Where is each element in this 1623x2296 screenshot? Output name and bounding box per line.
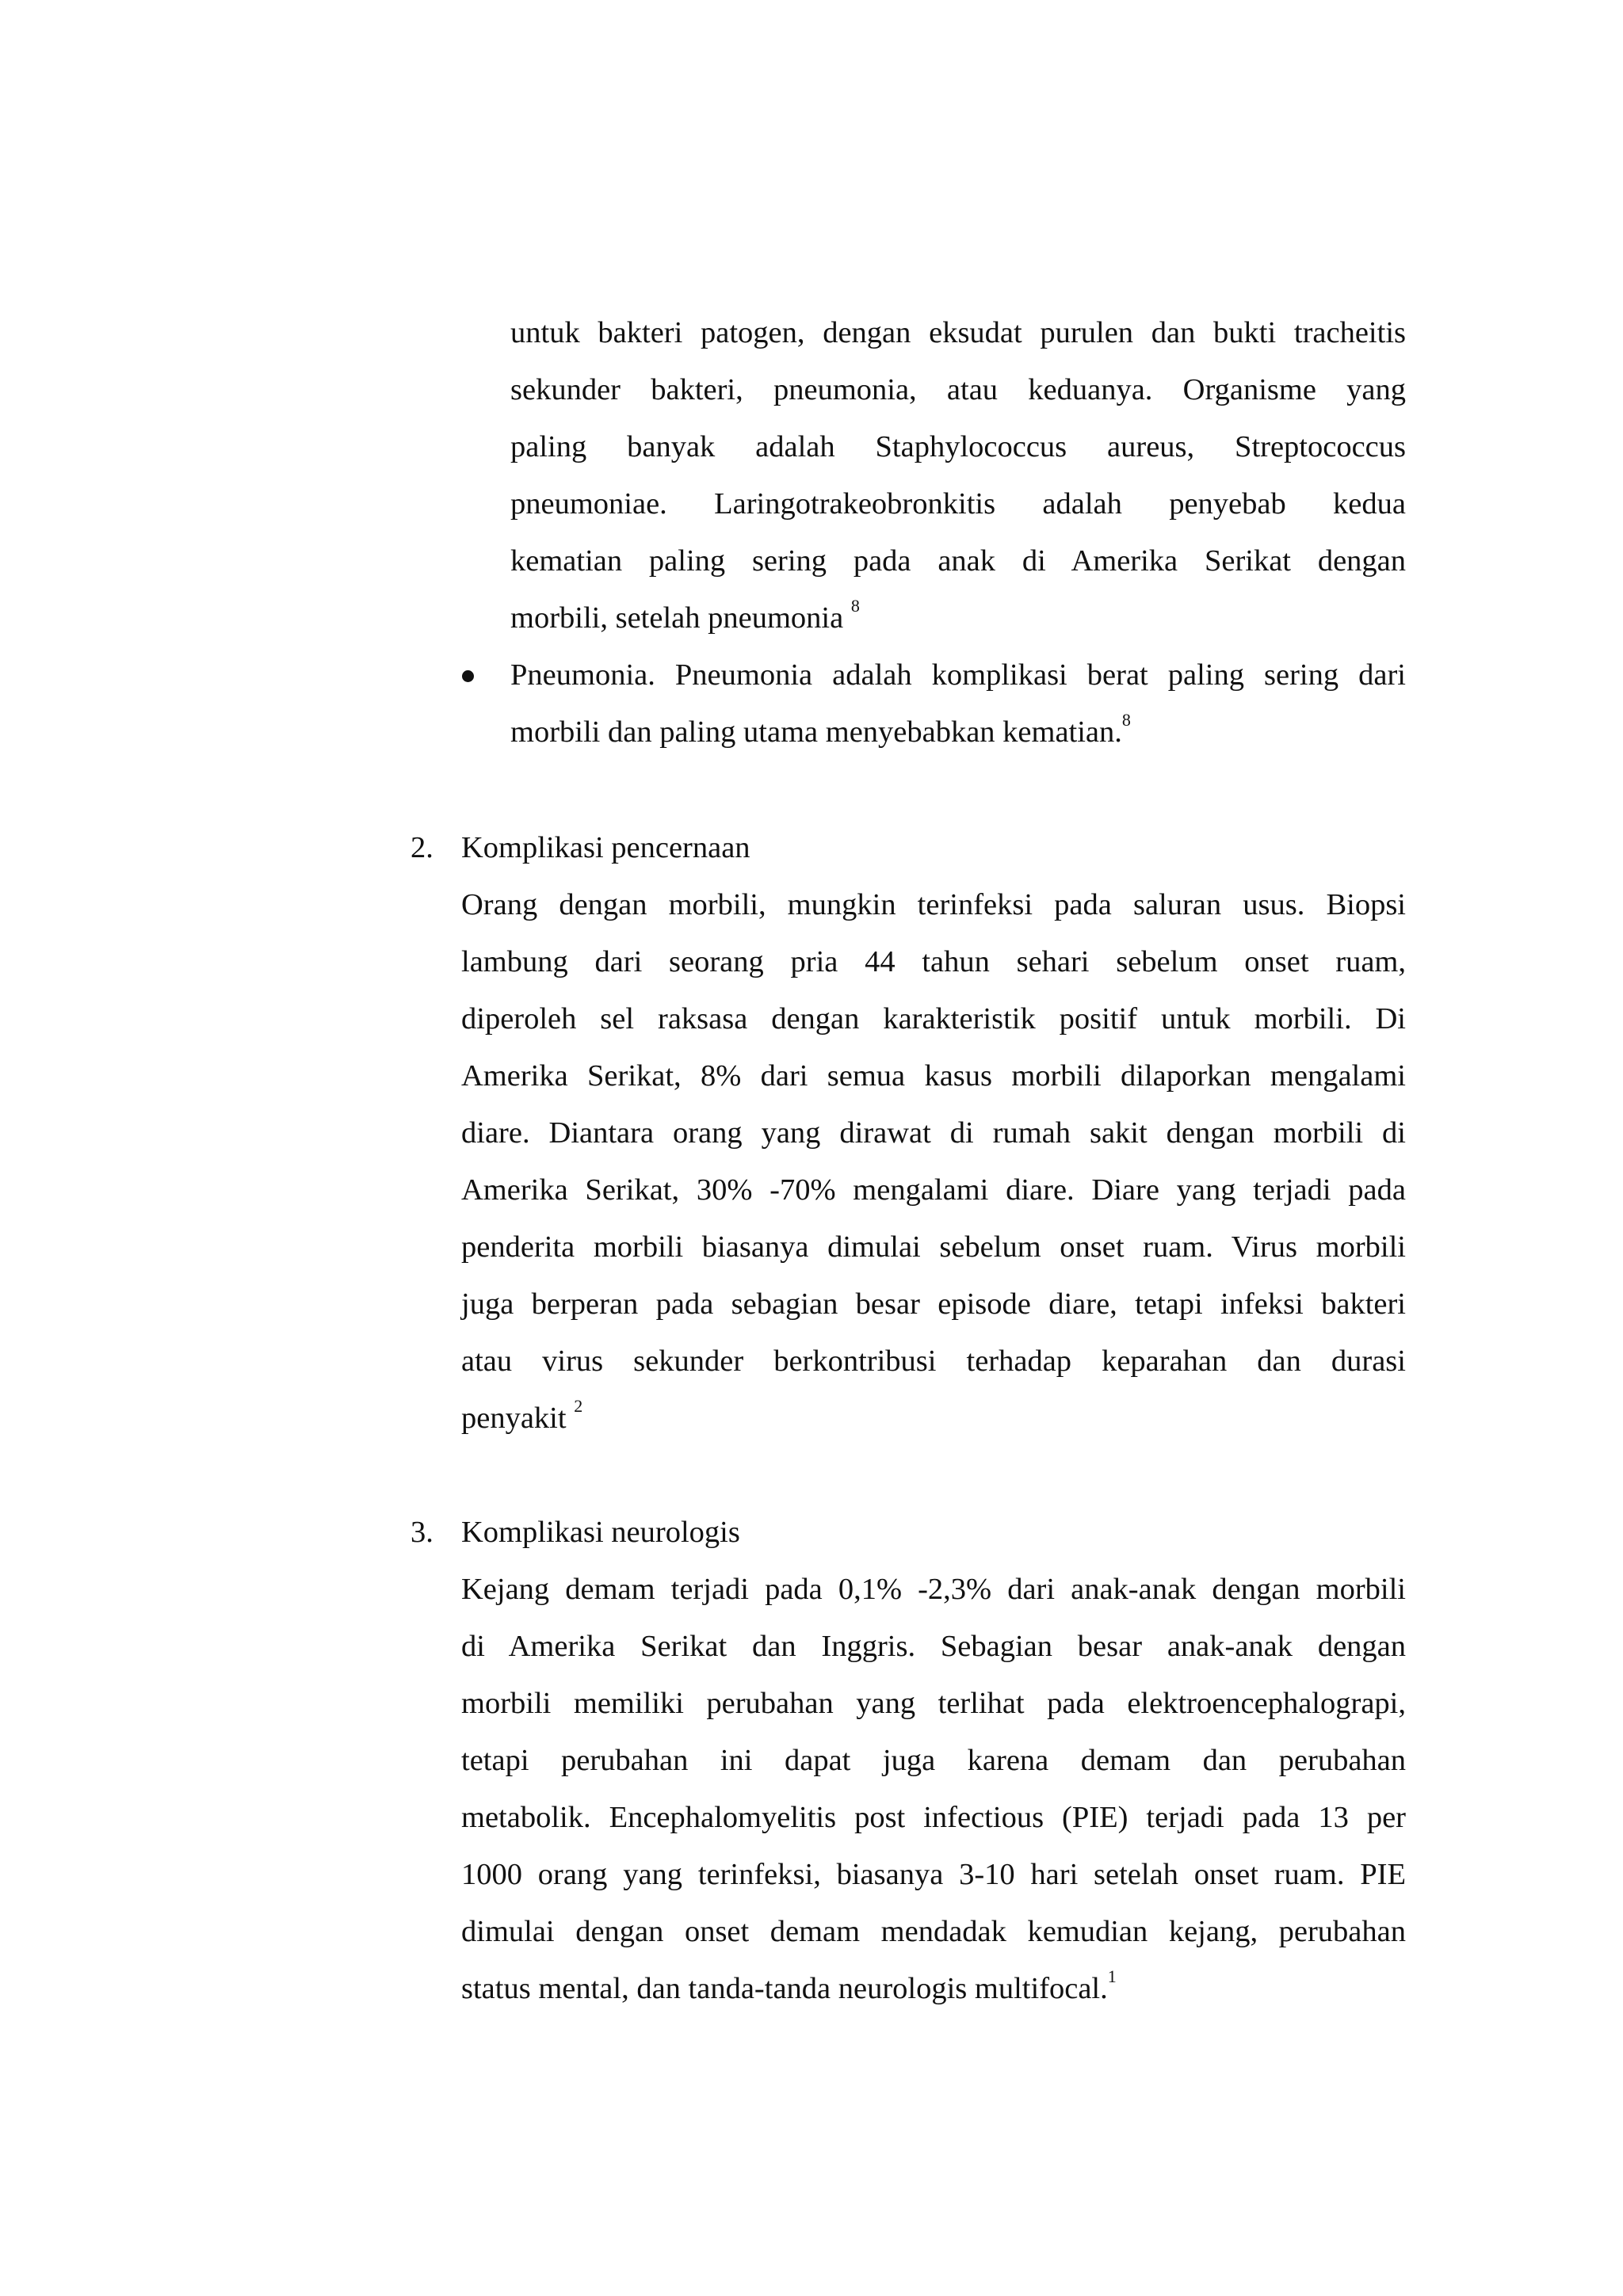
text-line-last: [461, 1390, 1406, 1447]
text-line: sekunder bakteri, pneumonia, atau keduanya. Organisme yang: [510, 373, 1406, 406]
reference-superscript: 2: [574, 1396, 583, 1417]
text-line: Amerika Serikat, 8% dari semua kasus morbili dilaporkan mengalami: [461, 1059, 1406, 1093]
text-span: penyakit: [461, 1402, 567, 1435]
text-line: lambung dari seorang pria 44 tahun sehari sebelum onset ruam,: [461, 945, 1406, 978]
text-span: morbili dan paling utama menyebabkan kematian.: [510, 715, 1122, 749]
bullet-dot-icon: [462, 670, 474, 682]
reference-superscript: 1: [1107, 1966, 1117, 1987]
section-heading: Komplikasi pencernaan: [461, 831, 750, 864]
section-number: 3.: [411, 1516, 433, 1549]
text-line: Amerika Serikat, 30% -70% mengalami diare. Diare yang terjadi pada: [461, 1173, 1406, 1207]
text-line: morbili memiliki perubahan yang terlihat pada elektroencephalograpi,: [461, 1687, 1406, 1720]
text-line-last: [510, 704, 1406, 761]
text-line: untuk bakteri patogen, dengan eksudat purulen dan bukti tracheitis: [510, 316, 1406, 349]
text-line: atau virus sekunder berkontribusi terhadap keparahan dan durasi: [461, 1344, 1406, 1378]
text-line: kematian paling sering pada anak di Amerika Serikat dengan: [510, 544, 1406, 578]
text-line: metabolik. Encephalomyelitis post infectious (PIE) terjadi pada 13 per: [461, 1801, 1406, 1834]
reference-superscript: 8: [850, 596, 860, 616]
text-line: pneumoniae. Laringotrakeobronkitis adalah penyebab kedua: [510, 487, 1406, 521]
text-span: status mental, dan tanda-tanda neurologis multifocal.: [461, 1972, 1108, 2005]
text-line: penderita morbili biasanya dimulai sebelum onset ruam. Virus morbili: [461, 1230, 1406, 1264]
text-line-last: [510, 589, 1406, 646]
section-number: 2.: [411, 831, 433, 864]
text-line: di Amerika Serikat dan Inggris. Sebagian besar anak-anak dengan: [461, 1630, 1406, 1663]
bullet-item-pneumonia: [510, 646, 1406, 761]
text-line: tetapi perubahan ini dapat juga karena demam dan perubahan: [461, 1744, 1406, 1777]
continuation-paragraph: [510, 304, 1406, 646]
text-line: Orang dengan morbili, mungkin terinfeksi pada saluran usus. Biopsi: [461, 888, 1406, 921]
text-line: paling banyak adalah Staphylococcus aureus, Streptococcus: [510, 430, 1406, 463]
reference-superscript: 8: [1121, 710, 1131, 730]
text-line: Pneumonia. Pneumonia adalah komplikasi berat paling sering dari: [510, 658, 1406, 692]
text-line: Kejang demam terjadi pada 0,1% -2,3% dari anak-anak dengan morbili: [461, 1573, 1406, 1606]
text-line: 1000 orang yang terinfeksi, biasanya 3-10 hari setelah onset ruam. PIE: [461, 1858, 1406, 1891]
text-line-last: [461, 1960, 1406, 2017]
section-heading: Komplikasi neurologis: [461, 1516, 740, 1549]
text-line: dimulai dengan onset demam mendadak kemudian kejang, perubahan: [461, 1915, 1406, 1948]
text-span: morbili, setelah pneumonia: [510, 601, 844, 635]
text-line: juga berperan pada sebagian besar episode diare, tetapi infeksi bakteri: [461, 1287, 1406, 1321]
section-2: [461, 819, 1406, 1447]
section-3: [461, 1504, 1406, 2017]
text-line: diperoleh sel raksasa dengan karakteristik positif untuk morbili. Di: [461, 1002, 1406, 1035]
text-line: diare. Diantara orang yang dirawat di rumah sakit dengan morbili di: [461, 1116, 1406, 1150]
